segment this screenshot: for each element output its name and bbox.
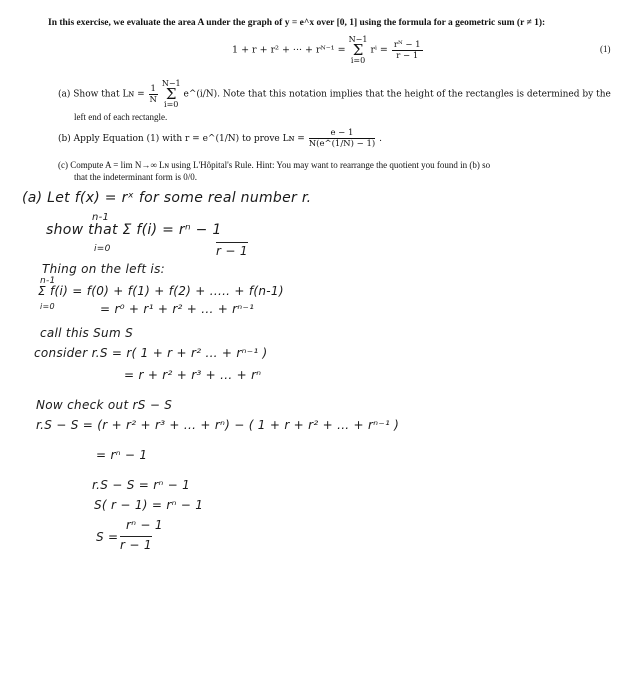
eq1-frac-den: r − 1 (396, 50, 419, 61)
hw-consider: consider r.S = r( 1 + r + r² ... + rⁿ⁻¹ ) (34, 346, 268, 360)
hw-factor: S( r − 1) = rⁿ − 1 (94, 498, 204, 512)
hw-show-den: r − 1 (216, 244, 248, 258)
eq1-sum-top: N−1 (348, 35, 368, 44)
hw-result: = rⁿ − 1 (96, 448, 148, 462)
eq1-frac-num: rᴺ − 1 (393, 39, 421, 50)
part-b-frac-num: e − 1 (309, 128, 376, 139)
hw-let-f: (a) Let f(x) = rˣ for some real number r. (22, 190, 312, 206)
part-a-pre: (a) Show that Lɴ = (58, 89, 145, 100)
equation-1 (232, 36, 424, 64)
hw-final-den: r − 1 (120, 538, 152, 552)
part-b-frac-den: N(e^(1/N) − 1) (308, 139, 376, 149)
part-c-line2: that the indeterminant form is 0/0. (74, 172, 197, 182)
hw-show-that: show that Σ f(i) = rⁿ − 1 (46, 222, 222, 238)
hw-now-check: Now check out rS − S (36, 398, 173, 412)
part-b (58, 128, 382, 149)
sigma-symbol: Σ (352, 41, 364, 59)
part-b-post: . (379, 134, 382, 144)
hw-thing-left: Thing on the left is: (42, 262, 165, 276)
part-b-frac (309, 128, 376, 149)
hw-final-num: rⁿ − 1 (126, 518, 163, 532)
eq1-sigma (349, 36, 368, 64)
eq1-term: rⁱ = (370, 44, 388, 56)
hw-call-sum: call this Sum S (40, 326, 133, 340)
sigma-symbol: Σ (165, 85, 177, 103)
equation-number: (1) (600, 44, 611, 54)
eq1-lhs: 1 + r + r² + ··· + rᴺ⁻¹ = (232, 44, 346, 56)
part-a-sum-top: N−1 (161, 79, 181, 88)
part-a-post: e^(i/N). Note that this notation implies that the height of the rectangles is determined by the (183, 89, 611, 100)
hw-powers: = r⁰ + r¹ + r² + ... + rⁿ⁻¹ (100, 302, 255, 316)
part-b-pre: (b) Apply Equation (1) with r = e^(1/N) to prove Lɴ = (58, 134, 305, 144)
problem-header: In this exercise, we evaluate the area A under the graph of y = e^x over [0, 1] using the formula for a geometric sum (r ≠ 1): (48, 18, 546, 28)
eq1-fraction (392, 40, 423, 61)
hw-rS-expand: = r + r² + r³ + ... + rⁿ (124, 368, 262, 382)
part-a-sigma (162, 80, 181, 108)
hw-s-equals: S = (96, 530, 119, 544)
part-a-sum-bottom: i=0 (164, 100, 179, 109)
hw-sum-top: n-1 (92, 212, 110, 223)
hw-rs-minus-s: r.S − S = rⁿ − 1 (92, 478, 191, 492)
part-a-frac-num: 1 (150, 83, 156, 94)
part-c-line1: (c) Compute A = lim N→∞ Lɴ using L'Hôpital's Rule. Hint: You may want to rearrange the quotient you found in (b) so (58, 160, 491, 170)
hw-sum2-top: n-1 (40, 276, 56, 286)
eq1-sum-bottom: i=0 (350, 56, 366, 65)
hw-expand: Σ f(i) = f(0) + f(1) + f(2) + ..... + f(n-1) (38, 284, 284, 298)
part-a-line1 (58, 80, 611, 108)
part-a-line2: left end of each rectangle. (74, 112, 168, 122)
hw-sum2-sub: i=0 (40, 302, 55, 311)
hw-show-sub: i=0 (94, 244, 111, 254)
part-a-frac-den: N (149, 94, 157, 105)
part-a-frac (149, 84, 158, 105)
hw-subtract: r.S − S = (r + r² + r³ + ... + rⁿ) − ( 1 + r + r² + ... + rⁿ⁻¹ ) (36, 418, 400, 432)
